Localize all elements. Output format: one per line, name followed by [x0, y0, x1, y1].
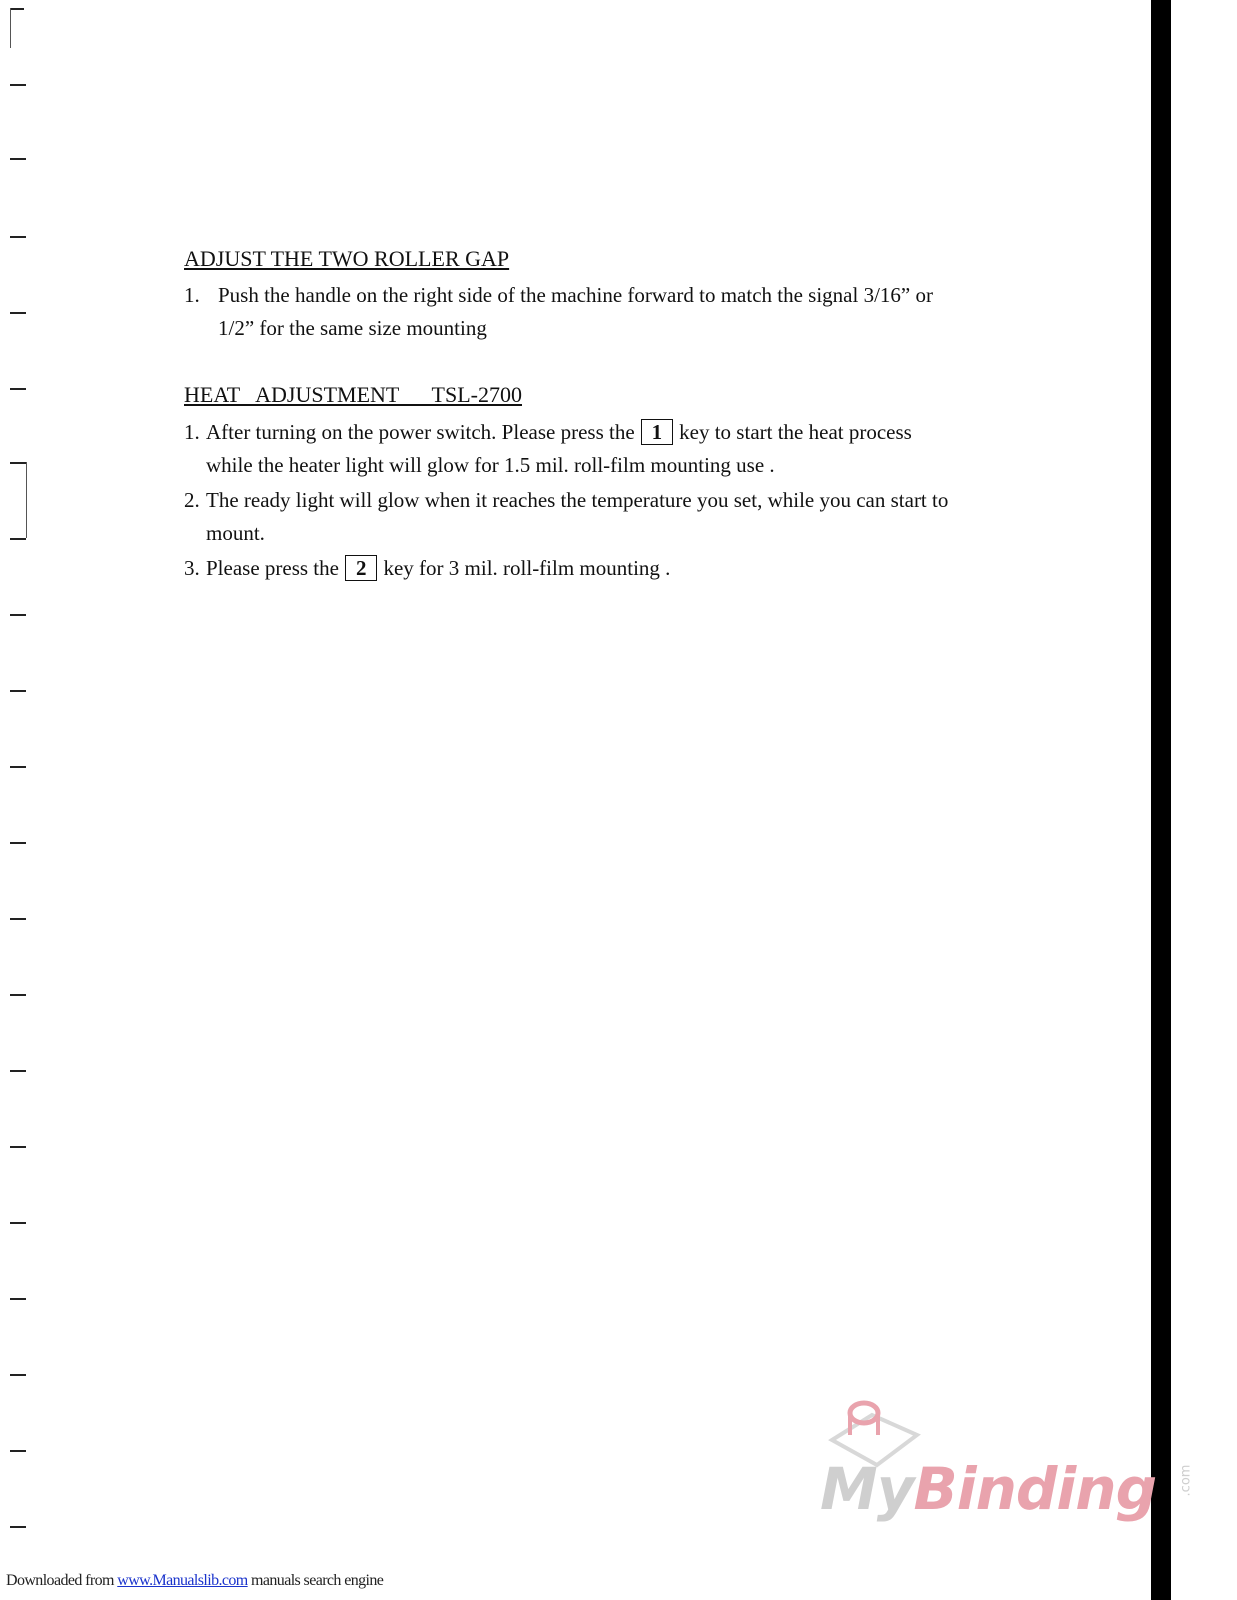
- scan-mark: [10, 994, 26, 996]
- scan-mark: [10, 462, 26, 464]
- roller-gap-step-1: [184, 279, 933, 312]
- scan-mark: [10, 538, 26, 540]
- scan-mark: [10, 312, 26, 314]
- key-1-box: 1: [641, 419, 674, 445]
- step-text: key for 3 mil. roll-film mounting .: [383, 556, 671, 580]
- scan-mark: [10, 766, 26, 768]
- step-text-line-1: The ready light will glow when it reaches the temperature you set, while you can start to: [206, 488, 949, 512]
- scan-mark: [10, 918, 26, 920]
- step-text-line-2: mount.: [206, 521, 265, 545]
- scan-mark: [10, 8, 24, 10]
- heat-step-1-cont: [206, 449, 775, 482]
- heat-step-1: [184, 416, 912, 449]
- scan-mark: [10, 842, 26, 844]
- logo-binding: Binding: [913, 1455, 1157, 1523]
- logo-wordmark: [820, 1455, 1156, 1523]
- scan-mark: [10, 690, 26, 692]
- mybinding-watermark: [820, 1395, 1200, 1545]
- step-text: After turning on the power switch. Please press the: [206, 420, 635, 444]
- heat-step-2-cont: [206, 517, 265, 550]
- footer-suffix: manuals search engine: [247, 1572, 384, 1589]
- scan-mark: [10, 84, 26, 86]
- footer-prefix: Downloaded from: [6, 1572, 118, 1589]
- scan-mark: [10, 614, 26, 616]
- download-footer: [6, 1572, 383, 1590]
- step-number: 1.: [184, 420, 200, 444]
- logo-my: My: [820, 1455, 914, 1523]
- step-text: key to start the heat process: [679, 420, 912, 444]
- manualslib-link[interactable]: www.Manualslib.com: [117, 1572, 248, 1589]
- logo-com: .com: [1178, 1464, 1194, 1497]
- scan-mark: [10, 1450, 26, 1452]
- step-number: 3.: [184, 556, 200, 580]
- scan-mark: [10, 388, 26, 390]
- scan-mark: [10, 1222, 26, 1224]
- step-text-line-2: while the heater light will glow for 1.5 mil. roll-film mounting use .: [206, 453, 775, 477]
- scan-mark: [26, 462, 27, 538]
- heat-step-3: [184, 552, 670, 585]
- scan-edge-bar: [1151, 0, 1171, 1600]
- step-text: Please press the: [206, 556, 339, 580]
- scan-mark: [10, 1146, 26, 1148]
- scan-mark: [10, 1070, 26, 1072]
- step-text-line-1: Push the handle on the right side of the machine forward to match the signal 3/16” or: [218, 283, 933, 307]
- scan-mark: [10, 8, 11, 48]
- heat-adjustment-heading: HEAT ADJUSTMENT TSL-2700: [184, 382, 522, 407]
- heat-step-2: [184, 484, 948, 517]
- key-2-box: 2: [345, 555, 378, 581]
- step-text-line-2: 1/2” for the same size mounting: [218, 316, 487, 340]
- roller-gap-step-1-cont: [218, 312, 487, 345]
- step-number: 1.: [184, 283, 200, 307]
- scan-left-margin: [0, 0, 40, 1560]
- scan-mark: [10, 1298, 26, 1300]
- scan-mark: [10, 1374, 26, 1376]
- roller-gap-heading: ADJUST THE TWO ROLLER GAP: [184, 246, 510, 271]
- step-number: 2.: [184, 488, 200, 512]
- scan-mark: [10, 236, 26, 238]
- scan-mark: [10, 158, 26, 160]
- scan-mark: [10, 1526, 26, 1528]
